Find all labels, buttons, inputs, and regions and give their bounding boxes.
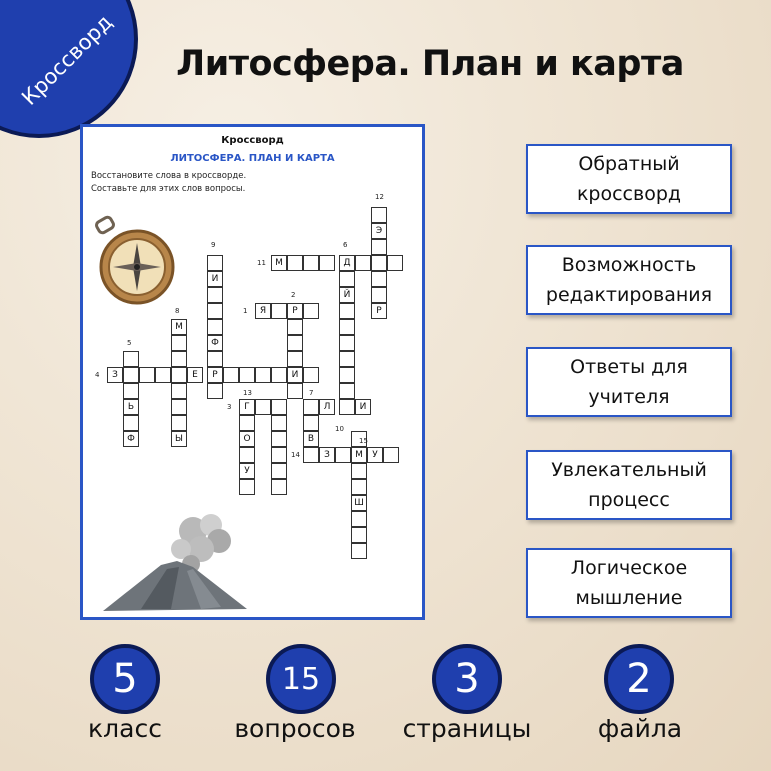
crossword-cell[interactable]: У (239, 463, 255, 479)
crossword-cell[interactable] (207, 255, 223, 271)
crossword-cell[interactable]: М (171, 319, 187, 335)
sheet-instruction-1: Восстановите слова в кроссворде. (91, 171, 247, 181)
crossword-cell[interactable] (287, 255, 303, 271)
volcano-icon (101, 509, 251, 619)
crossword-cell[interactable] (239, 415, 255, 431)
crossword-cell[interactable]: Ф (123, 431, 139, 447)
crossword-cell[interactable] (339, 271, 355, 287)
clue-number: 1 (243, 307, 248, 315)
crossword-cell[interactable] (303, 399, 319, 415)
stat-badge-pages: 3 (432, 644, 502, 714)
clue-number: 7 (309, 389, 314, 397)
crossword-cell[interactable]: Е (187, 367, 203, 383)
crossword-cell[interactable] (303, 303, 319, 319)
crossword-cell[interactable] (339, 335, 355, 351)
crossword-cell[interactable] (351, 463, 367, 479)
crossword-cell[interactable]: И (287, 367, 303, 383)
crossword-cell[interactable] (339, 399, 355, 415)
clue-number: 4 (95, 371, 100, 379)
crossword-cell[interactable]: Я (255, 303, 271, 319)
crossword-cell[interactable]: Р (207, 367, 223, 383)
crossword-cell[interactable] (303, 367, 319, 383)
clue-number: 10 (335, 425, 344, 433)
crossword-cell[interactable] (207, 351, 223, 367)
crossword-cell[interactable] (351, 527, 367, 543)
crossword-cell[interactable] (271, 447, 287, 463)
crossword-cell[interactable] (123, 415, 139, 431)
clue-number: 8 (175, 307, 180, 315)
crossword-cell[interactable] (371, 255, 387, 271)
crossword-cell[interactable] (271, 479, 287, 495)
stat-label-questions: вопросов (234, 714, 356, 743)
clue-number: 14 (291, 451, 300, 459)
feature-card-editable: Возможность редактирования (526, 245, 732, 315)
crossword-cell[interactable] (387, 255, 403, 271)
crossword-cell[interactable] (207, 303, 223, 319)
crossword-cell[interactable] (371, 271, 387, 287)
crossword-cell[interactable]: В (303, 431, 319, 447)
clue-number: 13 (243, 389, 252, 397)
crossword-cell[interactable]: Д (339, 255, 355, 271)
clue-number: 6 (343, 241, 348, 249)
crossword-cell[interactable] (319, 255, 335, 271)
clue-number: 9 (211, 241, 216, 249)
crossword-cell[interactable] (383, 447, 399, 463)
stat-badge-grade: 5 (90, 644, 160, 714)
corner-label: Кроссворд (17, 10, 117, 110)
crossword-sheet (80, 124, 425, 620)
crossword-cell[interactable] (271, 415, 287, 431)
page-title: Литосфера. План и карта (176, 44, 684, 84)
clue-number: 12 (375, 193, 384, 201)
crossword-cell[interactable] (287, 319, 303, 335)
crossword-cell[interactable]: О (239, 431, 255, 447)
crossword-cell[interactable] (255, 367, 271, 383)
crossword-cell[interactable] (371, 207, 387, 223)
crossword-cell[interactable] (171, 335, 187, 351)
crossword-cell[interactable] (339, 367, 355, 383)
crossword-cell[interactable] (339, 319, 355, 335)
crossword-cell[interactable]: З (319, 447, 335, 463)
clue-number: 5 (127, 339, 132, 347)
crossword-cell[interactable]: М (351, 447, 367, 463)
stat-badge-files: 2 (604, 644, 674, 714)
crossword-cell[interactable] (207, 383, 223, 399)
crossword-cell[interactable]: М (271, 255, 287, 271)
crossword-cell[interactable] (355, 255, 371, 271)
clue-number: 15 (359, 437, 368, 445)
crossword-cell[interactable]: Ь (123, 399, 139, 415)
crossword-cell[interactable]: У (367, 447, 383, 463)
crossword-cell[interactable] (351, 511, 367, 527)
crossword-cell[interactable]: Л (319, 399, 335, 415)
sheet-subtitle: ЛИТОСФЕРА. ПЛАН И КАРТА (170, 153, 335, 164)
crossword-cell[interactable] (239, 479, 255, 495)
stat-label-grade: класс (88, 714, 162, 743)
crossword-cell[interactable]: Р (371, 303, 387, 319)
sheet-instruction-2: Составьте для этих слов вопросы. (91, 184, 246, 194)
clue-number: 11 (257, 259, 266, 267)
crossword-cell[interactable] (335, 447, 351, 463)
crossword-cell[interactable]: Ф (207, 335, 223, 351)
crossword-cell[interactable] (207, 319, 223, 335)
compass-icon (95, 211, 177, 307)
crossword-cell[interactable]: Г (239, 399, 255, 415)
crossword-cell[interactable]: Ы (171, 431, 187, 447)
feature-card-reverse-crossword: Обратный кроссворд (526, 144, 732, 214)
crossword-cell[interactable] (123, 383, 139, 399)
crossword-cell[interactable] (339, 351, 355, 367)
crossword-cell[interactable] (171, 351, 187, 367)
crossword-cell[interactable] (171, 383, 187, 399)
crossword-cell[interactable] (287, 335, 303, 351)
crossword-cell[interactable] (271, 463, 287, 479)
crossword-cell[interactable] (271, 399, 287, 415)
feature-card-answers: Ответы для учителя (526, 347, 732, 417)
crossword-cell[interactable] (171, 367, 187, 383)
crossword-cell[interactable]: И (355, 399, 371, 415)
crossword-cell[interactable] (287, 351, 303, 367)
crossword-cell[interactable] (303, 415, 319, 431)
stat-label-files: файла (597, 714, 683, 743)
crossword-cell[interactable]: З (107, 367, 123, 383)
crossword-cell[interactable] (351, 479, 367, 495)
crossword-cell[interactable] (271, 303, 287, 319)
crossword-cell[interactable] (171, 415, 187, 431)
sheet-header: Кроссворд (221, 135, 284, 146)
feature-card-logic: Логическое мышление (526, 548, 732, 618)
crossword-cell[interactable] (371, 239, 387, 255)
crossword-cell[interactable] (351, 543, 367, 559)
clue-number: 3 (227, 403, 232, 411)
crossword-cell[interactable] (239, 447, 255, 463)
crossword-cell[interactable] (139, 367, 155, 383)
feature-card-engaging: Увлекательный процесс (526, 450, 732, 520)
crossword-cell[interactable] (123, 367, 139, 383)
crossword-cell[interactable] (239, 367, 255, 383)
crossword-cell[interactable] (339, 383, 355, 399)
crossword-cell[interactable] (271, 367, 287, 383)
stat-label-pages: страницы (402, 714, 532, 743)
crossword-cell[interactable] (339, 303, 355, 319)
crossword-cell[interactable]: Й (339, 287, 355, 303)
clue-number: 2 (291, 291, 296, 299)
crossword-cell[interactable]: Ш (351, 495, 367, 511)
crossword-cell[interactable] (303, 255, 319, 271)
stat-badge-questions: 15 (266, 644, 336, 714)
crossword-cell[interactable] (207, 287, 223, 303)
crossword-cell[interactable] (287, 383, 303, 399)
crossword-cell[interactable] (155, 367, 171, 383)
crossword-cell[interactable] (271, 431, 287, 447)
crossword-cell[interactable]: Э (371, 223, 387, 239)
crossword-cell[interactable] (223, 367, 239, 383)
crossword-cell[interactable] (303, 447, 319, 463)
crossword-cell[interactable]: Р (287, 303, 303, 319)
crossword-cell[interactable] (123, 351, 139, 367)
crossword-cell[interactable] (171, 399, 187, 415)
crossword-cell[interactable] (255, 399, 271, 415)
crossword-cell[interactable] (371, 287, 387, 303)
crossword-cell[interactable]: И (207, 271, 223, 287)
